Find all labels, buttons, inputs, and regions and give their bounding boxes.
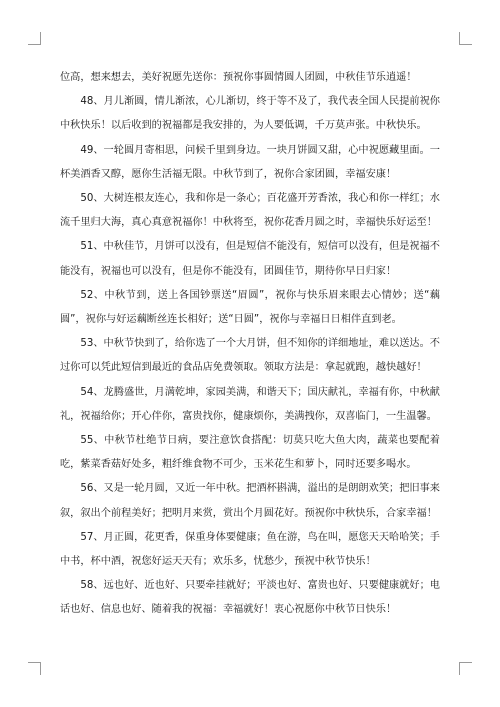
paragraph-51: 51、中秋佳节，月饼可以没有，但是短信不能没有，短信可以没有，但是祝福不能没有，祝福也可以没有，但是你不能没有，团圆佳节，期待你早日归家！ xyxy=(60,241,440,277)
paragraph-49: 49、一轮圆月寄相思，问候千里到身边。一块月饼圆又甜，心中祝愿藏里面。一杯美酒香又醇，愿你生活福无限。中秋节到了，祝你合家团圆，幸福安康！ xyxy=(60,144,440,180)
corner-crop-mark-top-left xyxy=(28,32,41,45)
corner-crop-mark-top-right xyxy=(459,32,472,45)
paragraph-50: 50、大树连根友连心，我和你是一条心；百花盛开芳香浓，我心和你一样红；水流千里归大海，真心真意祝福你！中秋将至，祝你花香月圆之时，幸福快乐好运至！ xyxy=(60,193,440,229)
corner-crop-mark-bottom-left xyxy=(28,662,41,675)
corner-crop-mark-bottom-right xyxy=(459,662,472,675)
paragraph-56: 56、又是一轮月圆，又近一年中秋。把酒杯斟满，溢出的是朗朗欢笑；把旧事来叙，叙出个前程美好；把明月来赏，赏出个月圆花好。预祝你中秋快乐，合家幸福！ xyxy=(60,483,440,519)
paragraph-57: 57、月正圆，花更香，保重身体要健康；鱼在游，鸟在叫，愿您天天哈哈笑；手中书，杯中酒，祝您好运天天有；欢乐多，忧愁少，预祝中秋节快乐！ xyxy=(60,531,440,568)
paragraph-53: 53、中秋节快到了，给你选了一个大月饼，但不知你的详细地址，难以送达。不过你可以凭此短信到最近的食品店免费领取。领取方法是：拿起就跑，越快越好！ xyxy=(60,338,440,374)
paragraph-48: 48、月儿渐圆，情儿渐浓，心儿渐切，终于等不及了，我代表全国人民提前祝你中秋快乐！以后收到的祝福都是我安排的，为人要低调，千万莫声张。中秋快乐。 xyxy=(60,96,440,132)
paragraph-continued: 位高，想来想去，美好祝愿先送你：预祝你事圆情圆人团圆，中秋佳节乐逍遥！ xyxy=(60,72,417,83)
paragraph-52: 52、中秋节到，送上各国钞票送“眉圆”，祝你与快乐眉来眼去心情妙；送“藕圆”，祝你与好运藕断丝连长相好；送“日圆”，祝你与幸福日日相伴直到老。 xyxy=(60,289,440,326)
paragraph-58: 58、远也好、近也好、只要牵挂就好；平淡也好、富贵也好、只要健康就好；电话也好、信息也好、随着我的祝福：幸福就好！衷心祝愿你中秋节日快乐！ xyxy=(60,580,440,616)
document-body xyxy=(60,66,440,623)
paragraph-55: 55、中秋节杜绝节日病，要注意饮食搭配：切莫只吃大鱼大肉，蔬菜也要配着吃，紫菜香菇好处多，粗纤维食物不可少，玉米花生和萝卜，同时还要多喝水。 xyxy=(60,435,440,471)
paragraph-54: 54、龙腾盛世，月满乾坤，家园美满，和谐天下；国庆献礼，幸福有你，中秋献礼，祝福给你；开心伴你，富贵找你，健康烦你，美满拽你，双喜临门，一生温馨。 xyxy=(60,386,440,422)
